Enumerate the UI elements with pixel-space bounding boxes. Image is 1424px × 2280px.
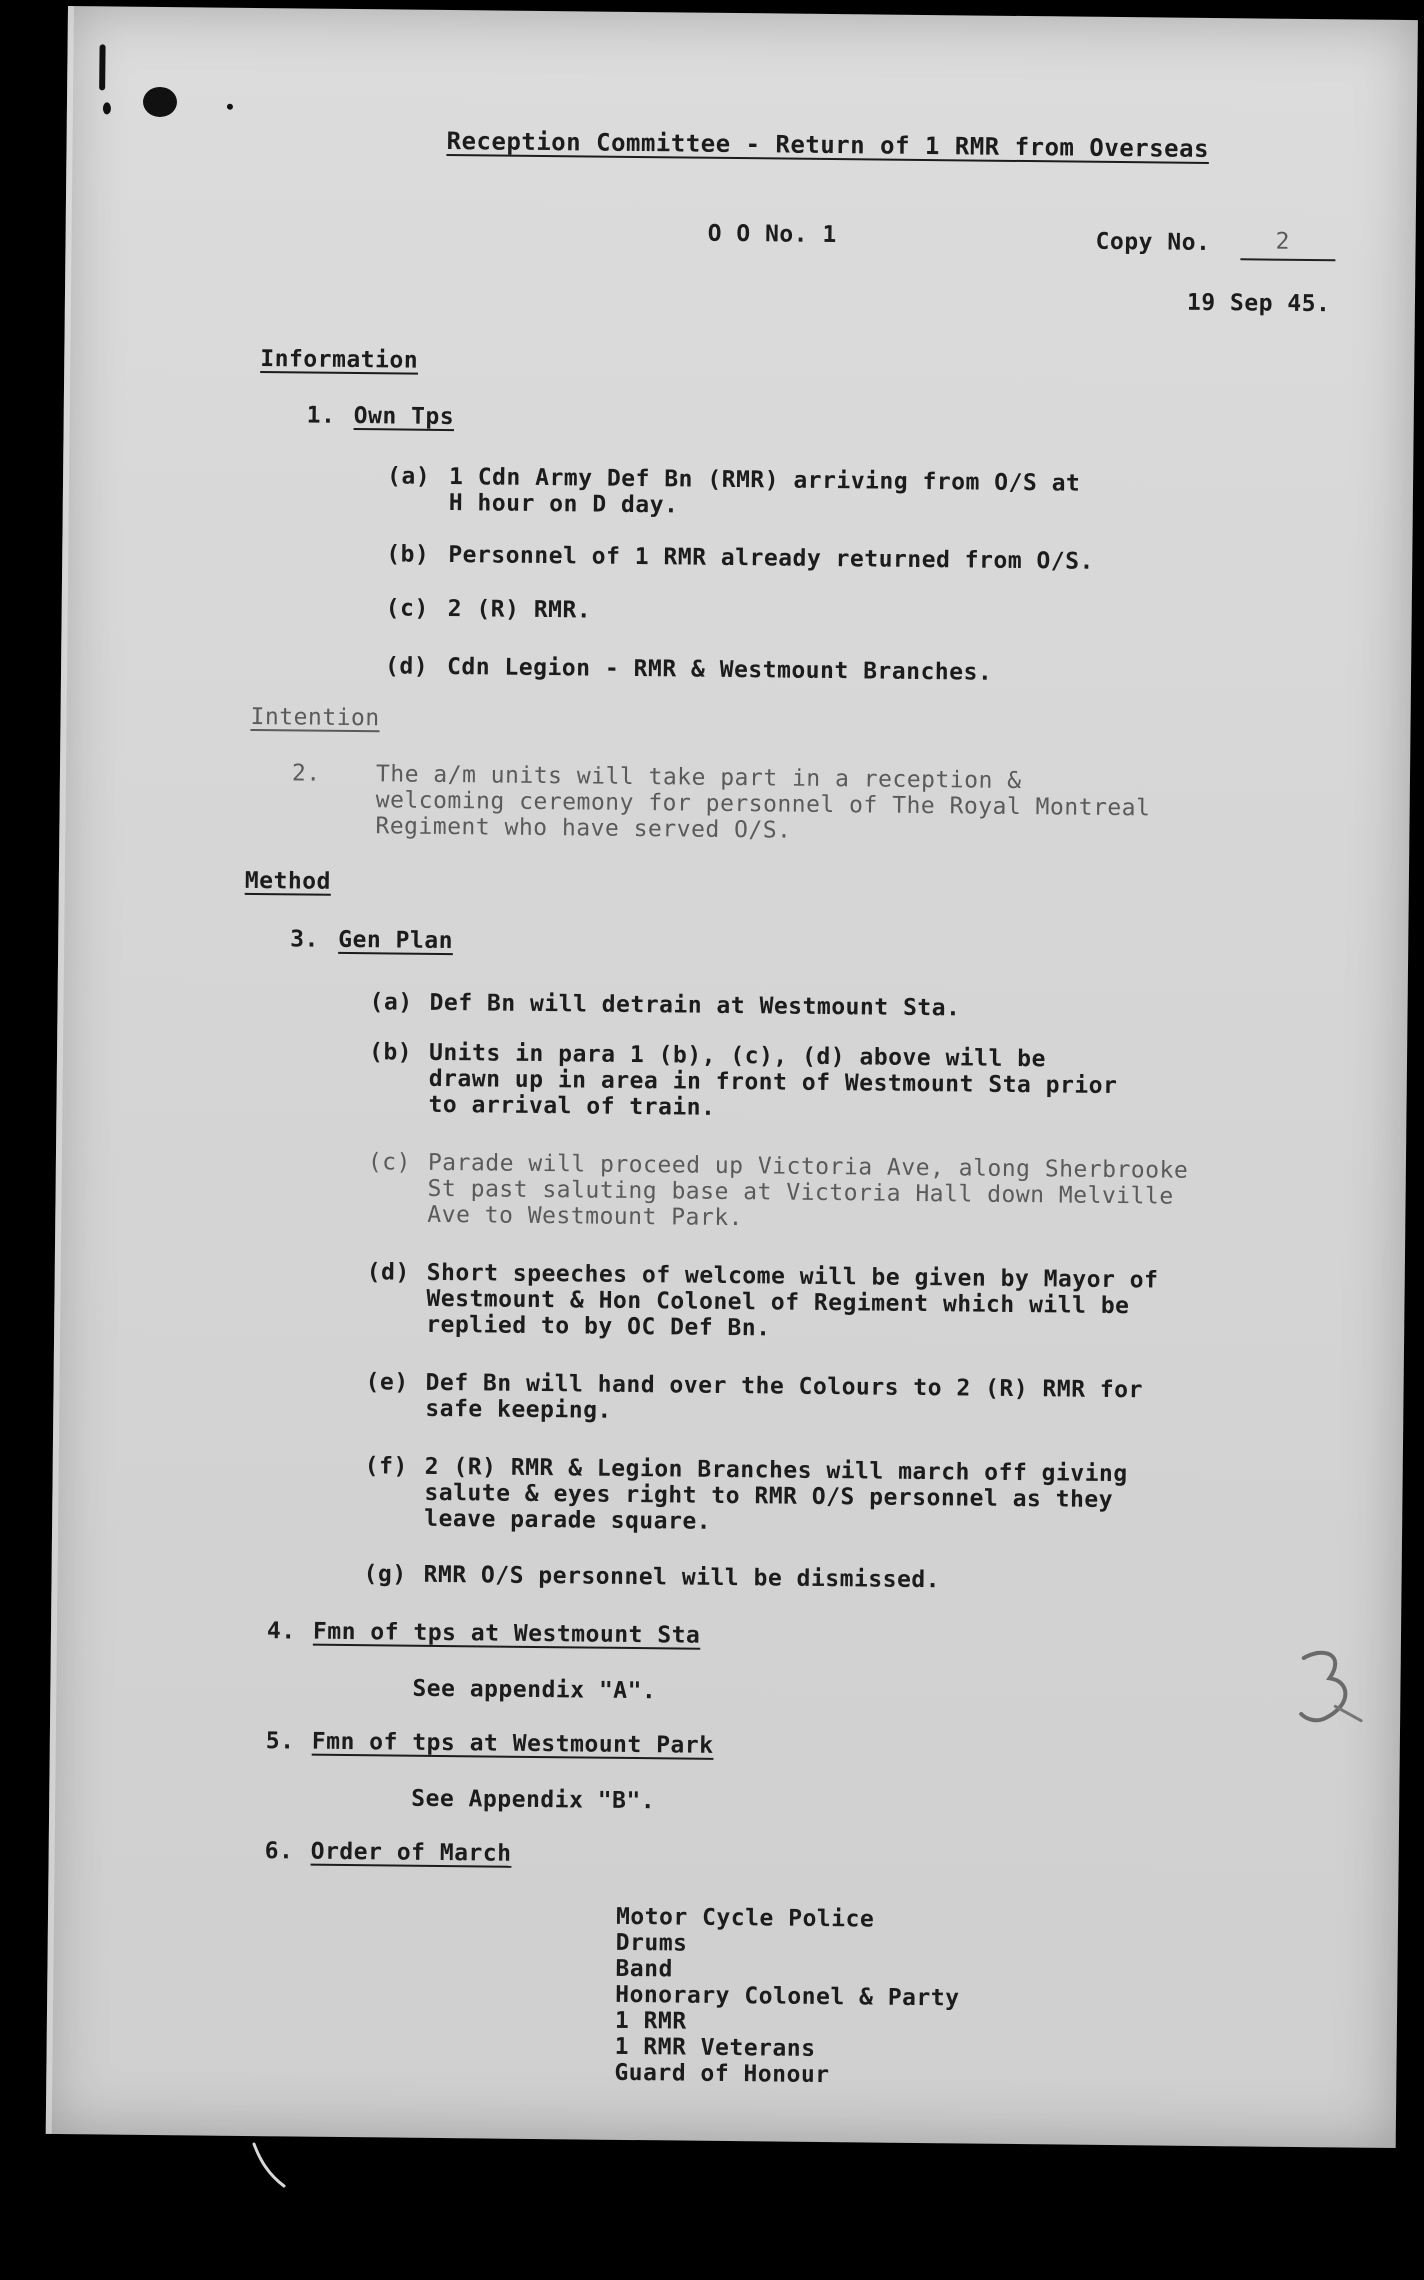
order-of-march-item: Drums [615, 1929, 688, 1957]
para-3-item-text: RMR O/S personnel will be dismissed. [423, 1561, 941, 1594]
para-3-number: 3. [290, 926, 320, 953]
para-3-item-label: (c) [367, 1149, 412, 1176]
order-of-march-item: 1 RMR [614, 2007, 687, 2035]
para-4-title: Fmn of tps at Westmount Sta [312, 1618, 701, 1649]
para-1-number: 1. [306, 402, 336, 429]
para-5-number: 5. [265, 1728, 295, 1755]
copy-number-underline [1240, 258, 1335, 261]
ink-speck [227, 104, 233, 110]
para-4-number: 4. [266, 1618, 296, 1645]
para-3-item-text: Short speeches of welcome will be given by Mayor of Westmount & Hon Colonel of Regiment which will be replied to by OC Def Bn. [426, 1259, 1159, 1342]
para-3-item-label: (b) [368, 1039, 413, 1066]
document-title: Reception Committee - Return of 1 RMR from Overseas [446, 126, 1210, 163]
ink-blot [143, 87, 177, 117]
para-2-text: The a/m units will take part in a reception & welcoming ceremony for personnel of The Royal Montreal Regiment who have served O/S. [375, 761, 1151, 844]
para-1-item-text: Personnel of 1 RMR already returned from O/S. [448, 542, 1094, 575]
para-3-item-text: 2 (R) RMR & Legion Branches will march off giving salute & eyes right to RMR O/S personnel as they leave parade square. [424, 1453, 1128, 1535]
order-of-march-item: Band [615, 1955, 673, 1983]
para-1-item-text: Cdn Legion - RMR & Westmount Branches. [446, 654, 993, 686]
para-6-number: 6. [264, 1838, 294, 1865]
para-4-text: See appendix "A". [412, 1675, 657, 1705]
section-heading-intention: Intention [250, 703, 380, 732]
film-scratch [250, 2140, 290, 2190]
para-1-item-text: 2 (R) RMR. [447, 596, 592, 624]
para-3-title: Gen Plan [338, 926, 454, 955]
section-heading-information: Information [260, 346, 419, 374]
document-date: 19 Sep 45. [1186, 289, 1331, 318]
order-of-march-item: Motor Cycle Police [615, 1903, 875, 1933]
para-3-item-text: Units in para 1 (b), (c), (d) above will be drawn up in area in front of Westmount Sta prior to arrival of train. [428, 1039, 1118, 1121]
operation-order-number: O O No. 1 [707, 220, 837, 249]
copy-number-label: Copy No. [1095, 228, 1211, 256]
ink-speck [103, 102, 111, 114]
para-2-number: 2. [291, 760, 321, 787]
ink-speck [99, 44, 105, 90]
para-3-item-label: (f) [364, 1453, 408, 1480]
order-of-march-item: Honorary Colonel & Party [615, 1981, 960, 2012]
handwritten-page-number [1295, 1644, 1366, 1735]
document-page [46, 6, 1418, 2148]
para-3-item-label: (a) [369, 989, 413, 1016]
para-6-title: Order of March [310, 1838, 512, 1867]
para-3-item-text: Parade will proceed up Victoria Ave, along Sherbrooke St past saluting base at Victoria Hall down Melville Ave to Westmount Park. [427, 1149, 1189, 1232]
order-of-march-item: 1 RMR Veterans [614, 2033, 816, 2062]
para-3-item-label: (d) [366, 1259, 410, 1286]
para-1-item-label: (d) [384, 653, 429, 680]
order-of-march-item: Guard of Honour [614, 2059, 830, 2089]
para-3-item-label: (g) [363, 1561, 407, 1588]
para-5-title: Fmn of tps at Westmount Park [311, 1728, 714, 1759]
para-1-item-label: (c) [385, 595, 429, 622]
page-edge [46, 6, 74, 2134]
para-1-item-label: (a) [386, 463, 431, 490]
para-5-text: See Appendix "B". [411, 1785, 656, 1815]
para-1-item-label: (b) [386, 541, 430, 568]
para-3-item-label: (e) [365, 1369, 409, 1396]
section-heading-method: Method [244, 867, 332, 895]
para-1-item-text: 1 Cdn Army Def Bn (RMR) arriving from O/S at H hour on D day. [448, 464, 1081, 519]
para-1-title: Own Tps [353, 403, 455, 431]
copy-number-value: 2 [1275, 228, 1291, 255]
para-3-item-text: Def Bn will detrain at Westmount Sta. [429, 989, 961, 1022]
para-3-item-text: Def Bn will hand over the Colours to 2 (R) RMR for safe keeping. [425, 1369, 1144, 1424]
